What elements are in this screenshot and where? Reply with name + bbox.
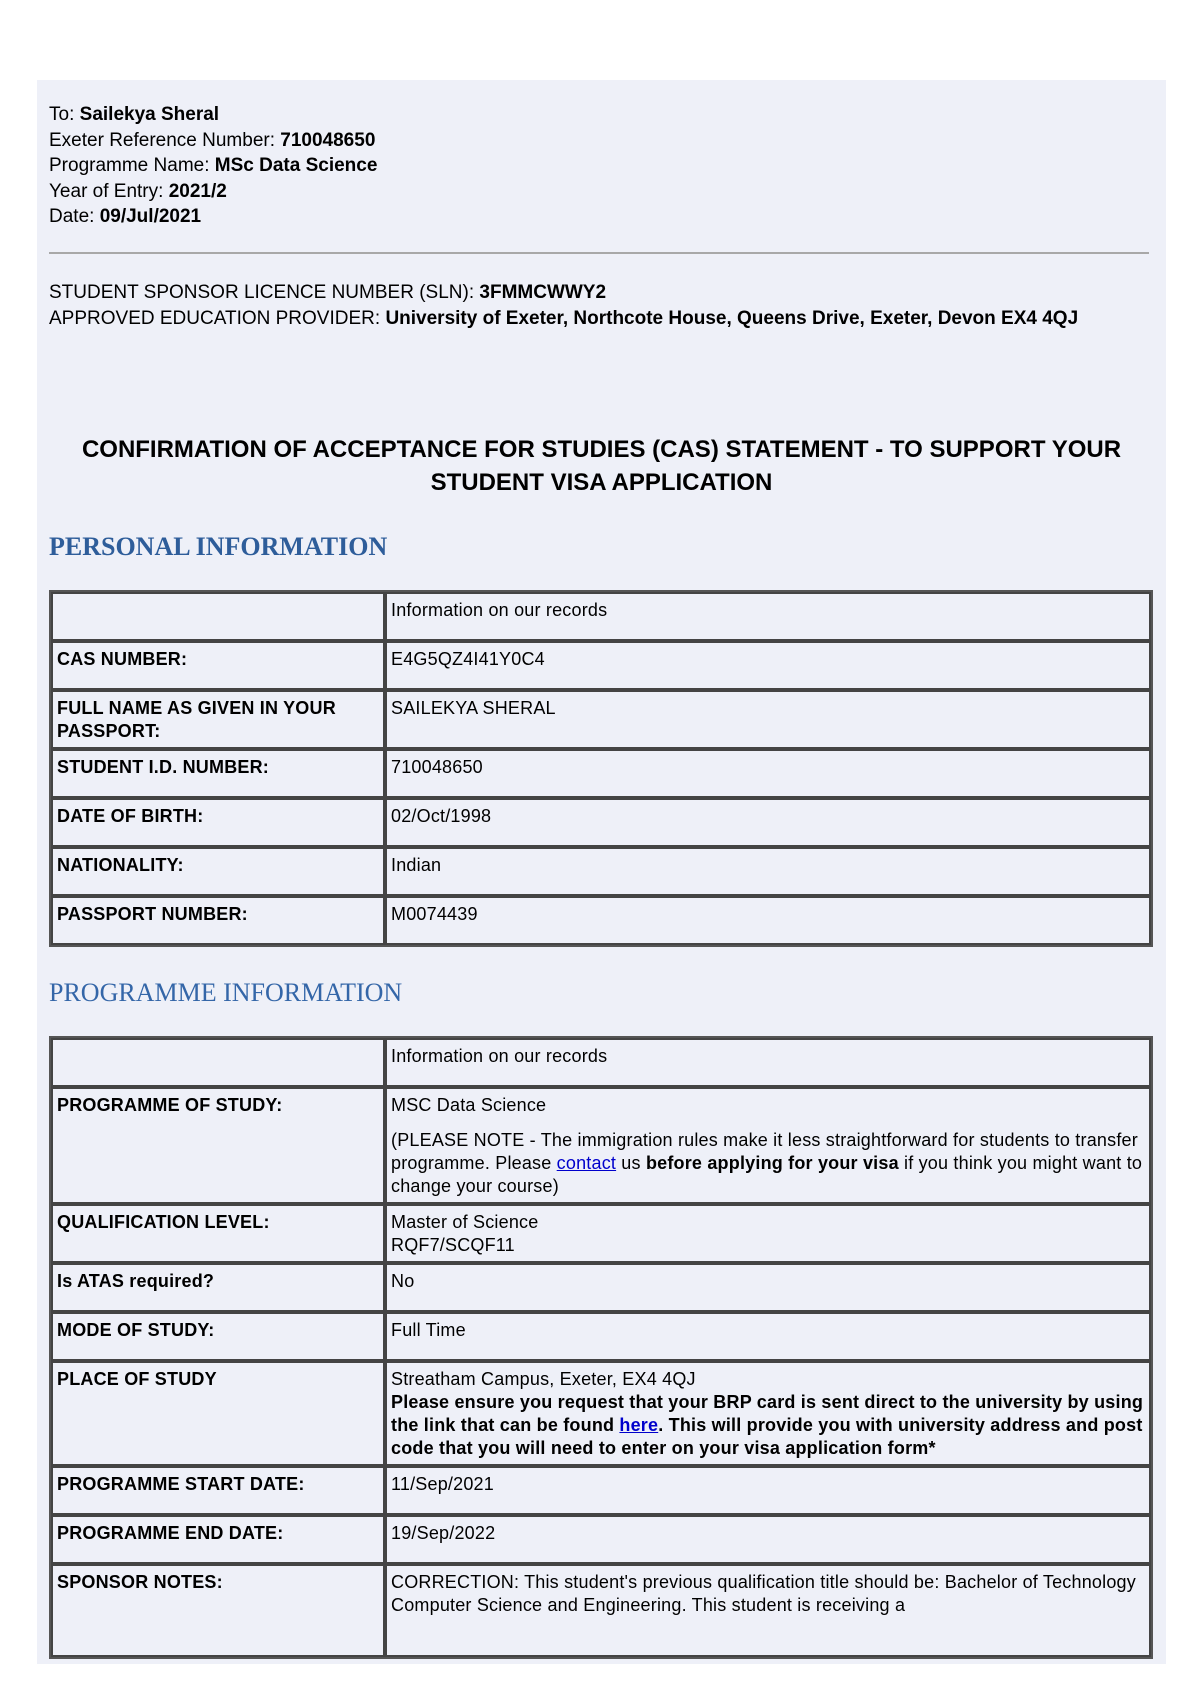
- year-of-entry: 2021/2: [168, 180, 227, 202]
- programme-line: Programme Name: MSc Data Science: [49, 155, 378, 176]
- sln-line: STUDENT SPONSOR LICENCE NUMBER (SLN): 3FMMCWWY2: [49, 282, 607, 303]
- row-label: MODE OF STUDY:: [51, 1312, 385, 1361]
- table-row: [51, 798, 1151, 847]
- qualification-cell: [385, 1204, 1151, 1263]
- row-label: QUALIFICATION LEVEL:: [51, 1204, 385, 1263]
- programme-section-title: PROGRAMME INFORMATION: [49, 978, 403, 1007]
- row-label: PROGRAMME END DATE:: [51, 1515, 385, 1564]
- personal-section-title: PERSONAL INFORMATION: [49, 532, 388, 561]
- row-label: CAS NUMBER:: [51, 641, 385, 690]
- place-of-study-cell: [385, 1361, 1151, 1466]
- licence-block: [49, 280, 1154, 331]
- table-row: [51, 1515, 1151, 1564]
- student-id-value: 710048650: [385, 749, 1151, 798]
- passport-number-value: M0074439: [385, 896, 1151, 945]
- row-label: PASSPORT NUMBER:: [51, 896, 385, 945]
- column-header: Information on our records: [385, 1038, 1151, 1087]
- table-row: [51, 1087, 1151, 1204]
- table-row: [51, 1204, 1151, 1263]
- table-header-row: [51, 592, 1151, 641]
- horizontal-divider: [49, 252, 1149, 254]
- atas-value: No: [385, 1263, 1151, 1312]
- row-label: DATE OF BIRTH:: [51, 798, 385, 847]
- transfer-note: (PLEASE NOTE - The immigration rules make it less straightforward for students to transfer programme. Please contact us before applying for your visa if you think you might want to change your course): [391, 1130, 1143, 1196]
- table-row: [51, 896, 1151, 945]
- row-label: PROGRAMME OF STUDY:: [51, 1087, 385, 1204]
- addressee-block: [49, 102, 377, 230]
- table-row: [51, 1466, 1151, 1515]
- sponsor-notes-value: CORRECTION: This student's previous qualification title should be: Bachelor of Technology Computer Science and Engineering. This student is receiving a: [385, 1564, 1151, 1657]
- reference-line: Exeter Reference Number: 710048650: [49, 129, 376, 151]
- place-of-study-value: Streatham Campus, Exeter, EX4 4QJ: [391, 1369, 696, 1389]
- document-title: CONFIRMATION OF ACCEPTANCE FOR STUDIES (CAS) STATEMENT - TO SUPPORT YOUR STUDENT VISA APPLICATION: [81, 436, 1122, 496]
- programme-name: MSc Data Science: [214, 155, 378, 176]
- table-header-row: [51, 1038, 1151, 1087]
- provider-address: University of Exeter, Northcote House, Queens Drive, Exeter, Devon EX4 4QJ: [385, 307, 1079, 329]
- column-header: Information on our records: [385, 592, 1151, 641]
- table-row: [51, 1312, 1151, 1361]
- sln-number: 3FMMCWWY2: [479, 282, 607, 303]
- reference-number: 710048650: [280, 129, 376, 151]
- table-row: [51, 1263, 1151, 1312]
- to-line: To: Sailekya Sheral: [49, 104, 220, 125]
- row-label: STUDENT I.D. NUMBER:: [51, 749, 385, 798]
- table-row: [51, 641, 1151, 690]
- brp-note: Please ensure you request that your BRP card is sent direct to the university by using the link that can be found here. This will provide you with university address and post code that you will need to enter on your visa application form*: [391, 1392, 1144, 1458]
- row-label: SPONSOR NOTES:: [51, 1564, 385, 1657]
- nationality-value: Indian: [385, 847, 1151, 896]
- recipient-name: Sailekya Sheral: [79, 104, 220, 125]
- table-row: [51, 690, 1151, 749]
- table-row: [51, 1361, 1151, 1466]
- cas-number-value: E4G5QZ4I41Y0C4: [385, 641, 1151, 690]
- table-row: [51, 1564, 1151, 1657]
- contact-link[interactable]: contact: [556, 1153, 617, 1173]
- table-row: [51, 847, 1151, 896]
- qualification-name: Master of Science: [391, 1212, 539, 1232]
- empty-header-cell: [51, 1038, 385, 1087]
- row-label: PLACE OF STUDY: [51, 1361, 385, 1466]
- brp-here-link[interactable]: here: [619, 1415, 659, 1435]
- document-page: [37, 80, 1166, 1664]
- date-of-birth-value: 02/Oct/1998: [385, 798, 1151, 847]
- row-label: PROGRAMME START DATE:: [51, 1466, 385, 1515]
- full-name-value: SAILEKYA SHERAL: [385, 690, 1151, 749]
- row-label: Is ATAS required?: [51, 1263, 385, 1312]
- qualification-level: RQF7/SCQF11: [391, 1235, 515, 1255]
- provider-line: APPROVED EDUCATION PROVIDER: University of Exeter, Northcote House, Queens Drive, Exeter, Devon EX4 4QJ: [49, 307, 1079, 329]
- row-label: NATIONALITY:: [51, 847, 385, 896]
- mode-of-study-value: Full Time: [385, 1312, 1151, 1361]
- start-date-value: 11/Sep/2021: [385, 1466, 1151, 1515]
- letter-date: 09/Jul/2021: [99, 206, 202, 227]
- end-date-value: 19/Sep/2022: [385, 1515, 1151, 1564]
- personal-info-table: [49, 590, 1153, 947]
- empty-header-cell: [51, 592, 385, 641]
- date-line: Date: 09/Jul/2021: [49, 206, 202, 227]
- programme-of-study-value: MSC Data Science: [391, 1095, 547, 1115]
- year-line: Year of Entry: 2021/2: [49, 180, 227, 202]
- programme-of-study-cell: [385, 1087, 1151, 1204]
- row-label: FULL NAME AS GIVEN IN YOUR PASSPORT:: [51, 690, 385, 749]
- table-row: [51, 749, 1151, 798]
- programme-info-table: [49, 1036, 1153, 1659]
